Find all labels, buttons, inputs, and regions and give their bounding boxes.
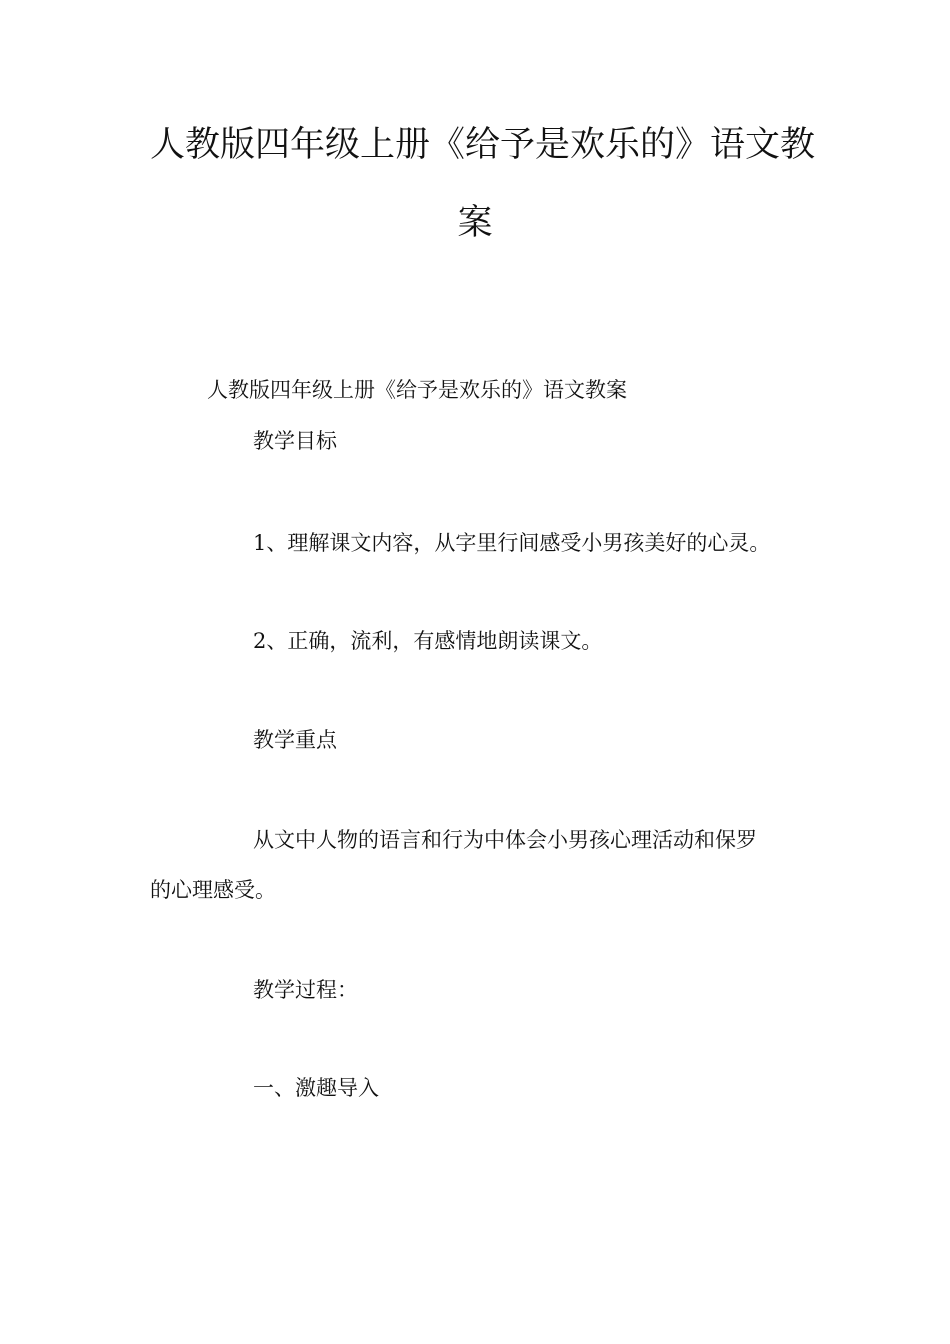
key-point-paragraph-line-2: 的心理感受。 <box>150 878 276 902</box>
objective-item-2: 2、正确，流利，有感情地朗读课文。 <box>253 629 603 653</box>
heading-teaching-objectives: 教学目标 <box>253 429 337 453</box>
key-point-paragraph-line-1: 从文中人物的语言和行为中体会小男孩心理活动和保罗 <box>253 828 757 852</box>
document-title-line-1: 人教版四年级上册《给予是欢乐的》语文教 <box>150 125 816 165</box>
heading-key-points: 教学重点 <box>253 728 337 752</box>
heading-teaching-process: 教学过程： <box>253 978 358 1002</box>
document-subtitle: 人教版四年级上册《给予是欢乐的》语文教案 <box>207 378 627 402</box>
objective-item-1: 1、理解课文内容，从字里行间感受小男孩美好的心灵。 <box>253 531 771 555</box>
document-title-line-2: 案 <box>457 203 493 243</box>
section-1-heading: 一、激趣导入 <box>253 1076 379 1100</box>
